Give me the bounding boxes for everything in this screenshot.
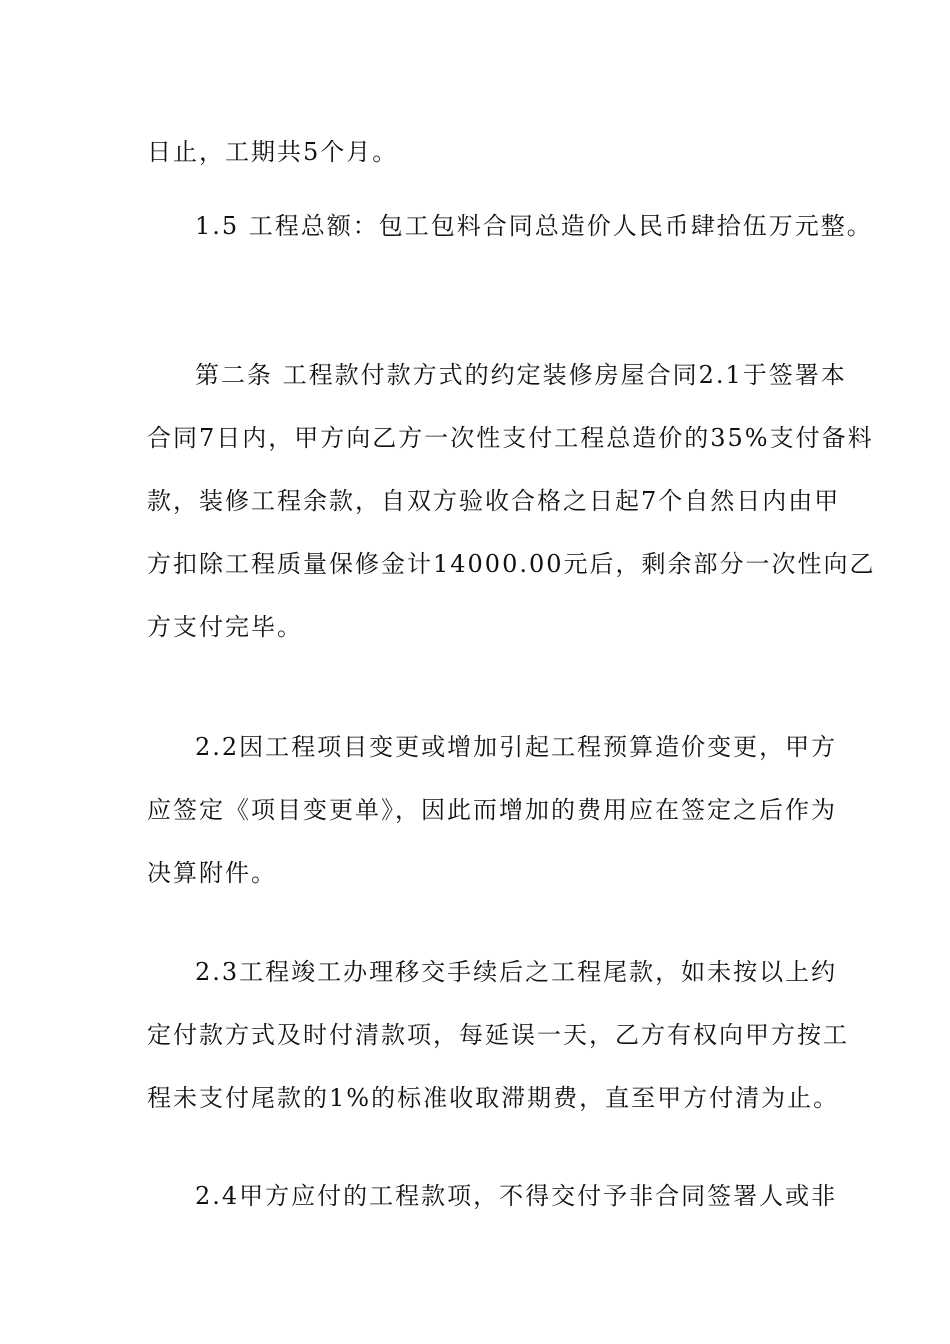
text-line: 定付款方式及时付清款项，每延误一天，乙方有权向甲方按工 [147,1021,849,1049]
text-line: 2.2因工程项目变更或增加引起工程预算造价变更，甲方 [195,733,838,761]
text-line: 合同7日内，甲方向乙方一次性支付工程总造价的35%支付备料 [147,424,874,452]
text-line: 2.4甲方应付的工程款项，不得交付予非合同签署人或非 [195,1182,838,1210]
text-line: 日止，工期共5个月。 [147,138,399,166]
text-line: 程未支付尾款的1%的标准收取滞期费，直至甲方付清为止。 [147,1084,840,1112]
paragraph-schedule-end [147,121,817,184]
paragraph-2-2-change-order [147,716,838,905]
paragraph-2-3-late-payment [147,941,849,1130]
text-line: 1.5 工程总额：包工包料合同总造价人民币肆拾伍万元整。 [195,212,873,240]
text-line: 2.3工程竣工办理移交手续后之工程尾款，如未按以上约 [195,958,838,986]
text-line: 决算附件。 [147,859,277,887]
text-line: 款，装修工程余款，自双方验收合格之日起7个自然日内由甲 [147,487,841,515]
paragraph-2-4-payee [147,1165,838,1228]
text-line: 第二条 工程款付款方式的约定装修房屋合同2.1于签署本 [195,361,847,389]
text-line: 方扣除工程质量保修金计14000.00元后，剩余部分一次性向乙 [147,550,876,578]
paragraph-article-2-payment [147,344,876,659]
text-line: 应签定《项目变更单》，因此而增加的费用应在签定之后作为 [147,796,837,824]
text-line: 方支付完毕。 [147,613,303,641]
paragraph-1-5-total-amount [147,195,873,258]
